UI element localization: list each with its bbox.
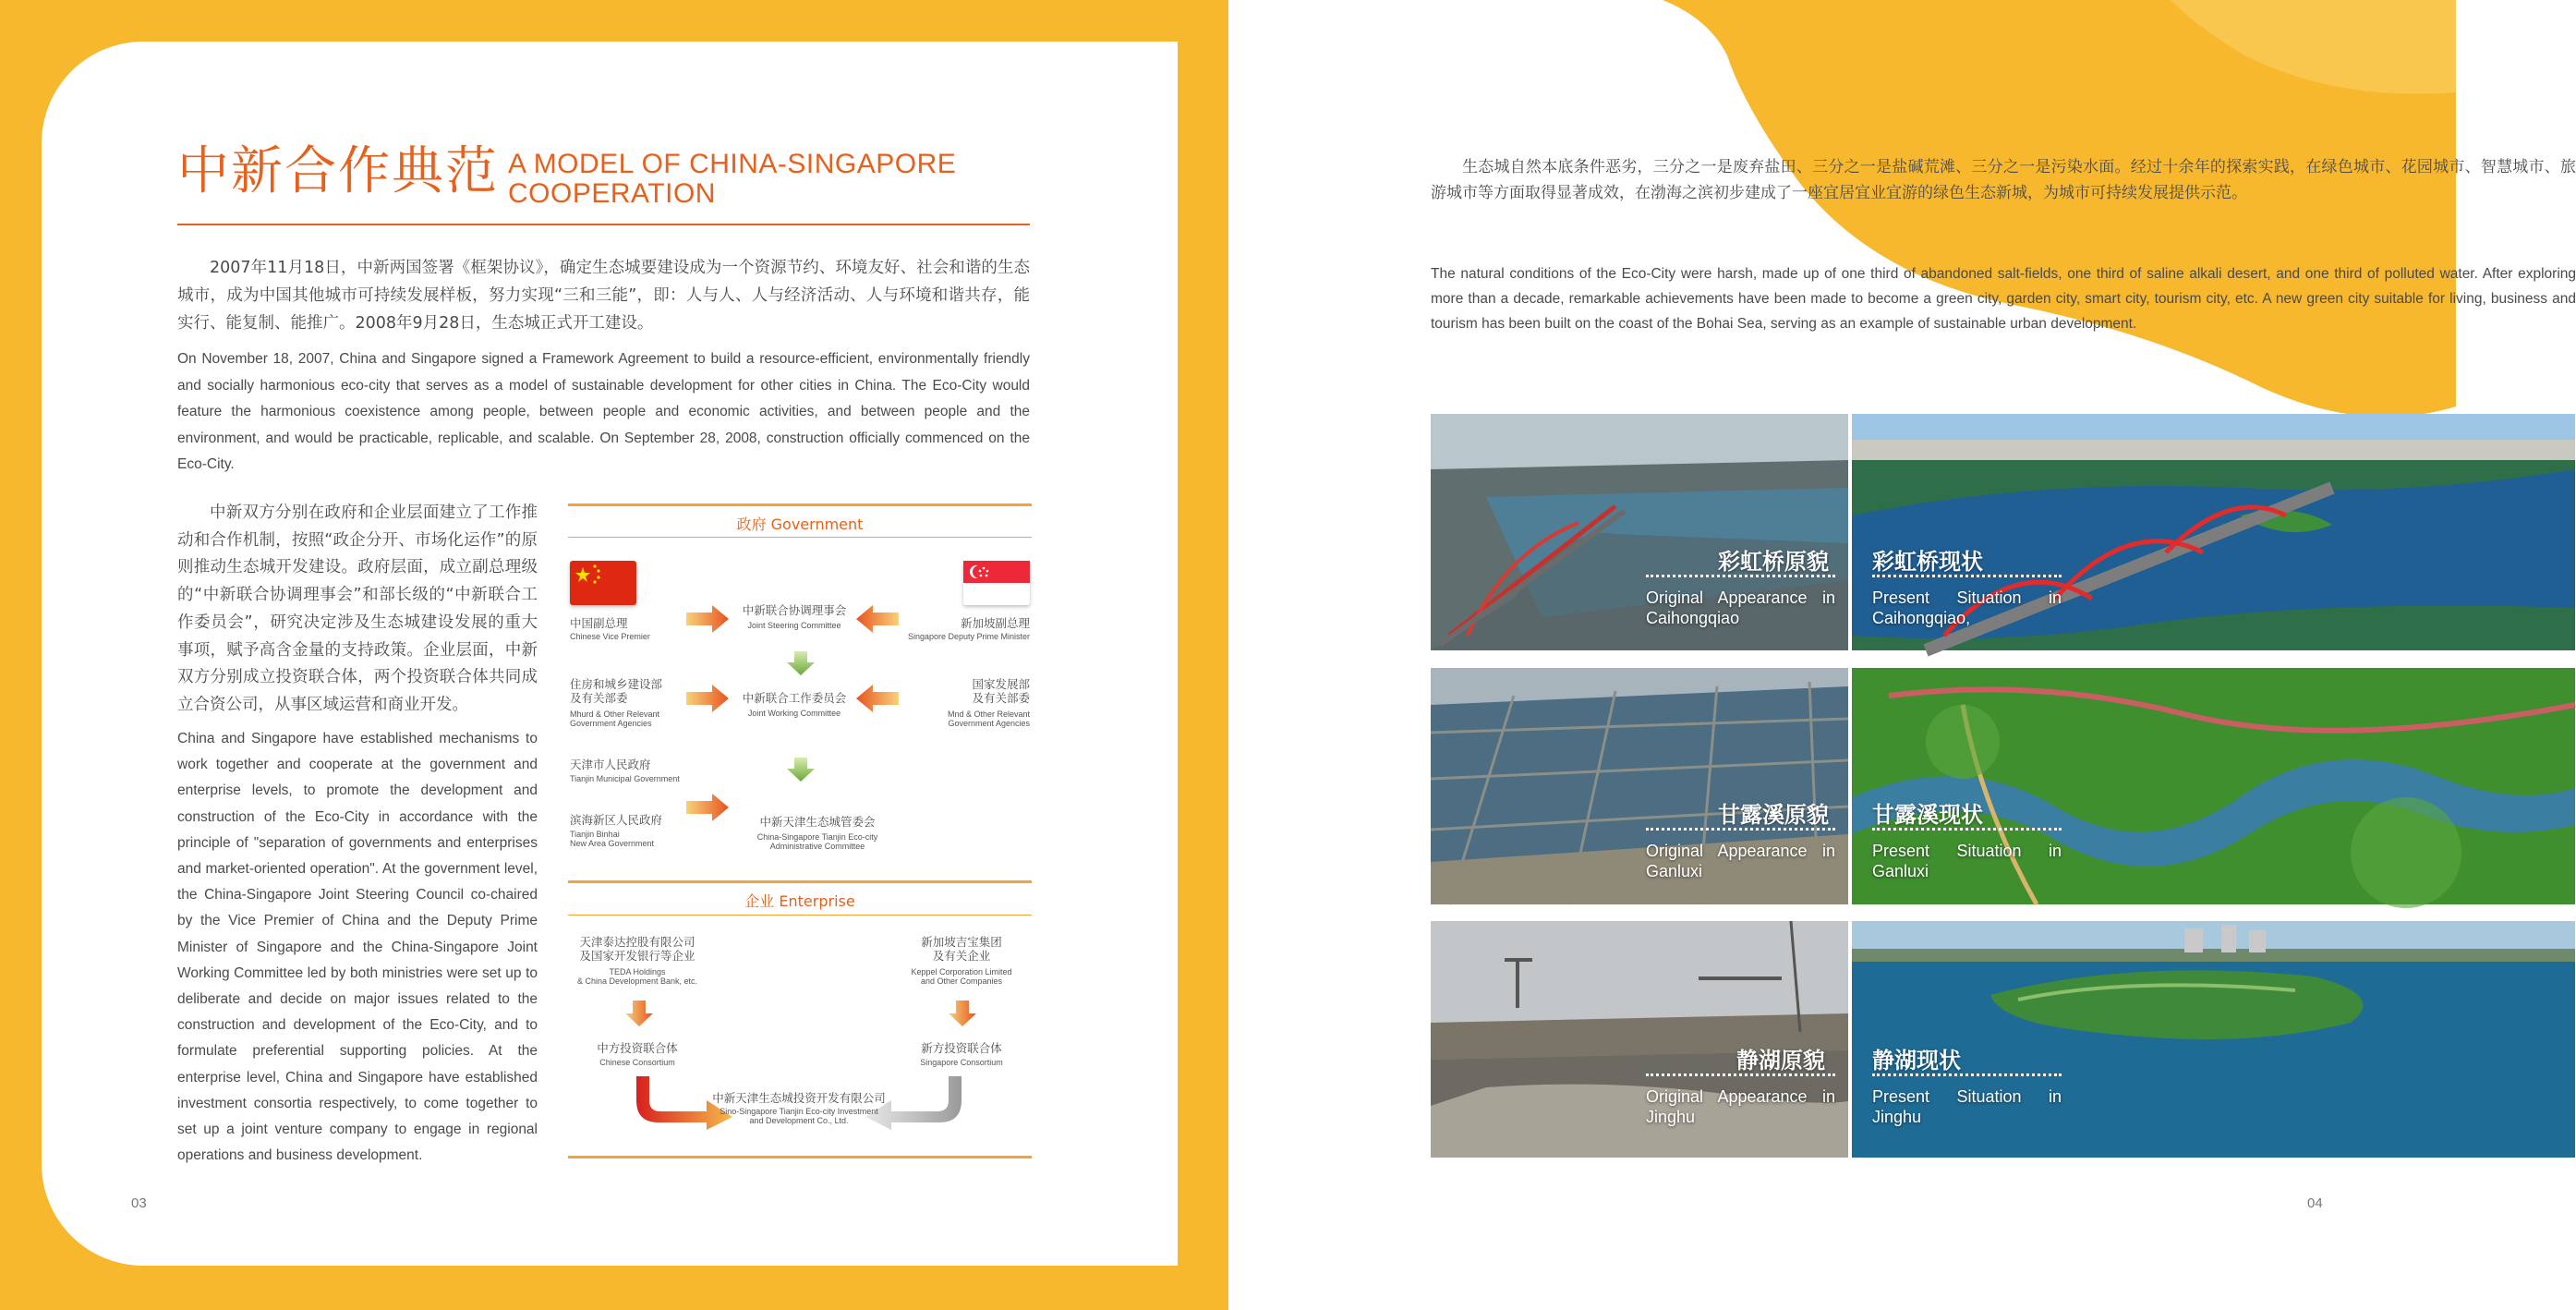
- down-arrow-icon: [787, 758, 815, 782]
- down-arrow-icon: [787, 651, 815, 675]
- tianjin-gov-label: 天津市人民政府: [570, 758, 651, 771]
- cn-vice-premier-label-en: Chinese Vice Premier: [570, 632, 650, 641]
- down-arrow-icon: [773, 570, 801, 592]
- page-title-en-line2: COOPERATION: [508, 178, 716, 209]
- sg-consortium-label: 新方投资联合体: [921, 1041, 1002, 1055]
- government-section-header: [568, 513, 1032, 534]
- keppel-label: 新加坡吉宝集团 及有关企业: [921, 935, 1002, 963]
- photo-title-caihongqiao-present: 彩虹桥现状: [1872, 549, 1983, 575]
- intro-paragraph-cn: 2007年11月18日，中新两国签署《框架协议》，确定生态城要建设成为一个资源节约、环境友好、社会和谐的生态城市，成为中国其他城市可持续发展样板，努力实现“三和三能”，即：人与人、人与经济活动、人与环境和谐共存，能实行、能复制、能推广。2008年9月28日，生态城正式开工建设。: [177, 259, 1030, 333]
- enterprise-top-rule: [568, 880, 1032, 883]
- cn-consortium-label-en: Chinese Consortium: [599, 1058, 675, 1067]
- photo-title-jinghu-present: 静湖现状: [1872, 1048, 1961, 1073]
- photo-caption-ganluxi-original: Original Appearance in Ganluxi: [1646, 842, 1835, 880]
- mechanism-paragraph-en: China and Singapore have established mechanisms to work together and cooperate at the government and enterprise levels, to promote the development and construction of the Eco-City in accordance with the principle of "separation of governments and enterprises and market-oriented operation". At the government level, the China-Singapore Joint Steering Council co-chaired by the Vice Premier of China and the Deputy Prime Minister of Singapore and the China-Singapore Joint Working Committee led by both ministries were set up to deliberate and decide on major issues related to the construction and development of the Eco-City, and to formulate preferential supporting policies. At the enterprise level, China and Singapore have established investment consortia respectively, to come together to set up a joint venture company to engage in regional operations and business development.: [177, 731, 538, 1164]
- decorative-wave-shape: [1228, 0, 2456, 425]
- page-title-en: [508, 150, 956, 209]
- photo-caption-caihongqiao-original: Original Appearance in Caihongqiao: [1646, 588, 1835, 627]
- tianjin-gov-label-en: Tianjin Municipal Government: [570, 774, 680, 783]
- binhai-gov-label: 滨海新区人民政府: [570, 813, 663, 827]
- photo-title-jinghu-original: 静湖原貌: [1736, 1048, 1825, 1073]
- chart-top-rule: [568, 503, 1032, 506]
- photo-caption-ganluxi-present: Present Situation in Ganluxi: [1872, 842, 2062, 880]
- photo-caption-caihongqiao-present: Present Situation in Caihongqiao,: [1872, 588, 2062, 627]
- intro-paragraph-en: On November 18, 2007, China and Singapore signed a Framework Agreement to build a resource-efficient, environmentally friendly and socially harmonious eco-city that serves as a model of sustainable development for other cities in China. The Eco-City would feature the harmonious coexistence among people, between people and economic activities, and between people and the environment, and would be practicable, replicable, and scalable. On September 28, 2008, construction officially commenced on the Eco-City.: [177, 351, 1030, 472]
- organization-chart: [568, 503, 1032, 1161]
- right-page: [1228, 0, 2576, 1310]
- right-arrow-icon: [686, 605, 729, 633]
- government-header-label: 政府 Government: [724, 516, 877, 533]
- photo-divider: [1872, 575, 2062, 577]
- teda-label: 天津泰达控股有限公司 及国家开发银行等企业: [579, 935, 695, 963]
- jv-label: 中新天津生态城投资开发有限公司: [712, 1091, 886, 1105]
- jv-label-en: Sino-Singapore Tianjin Eco-city Investment and Development Co., Ltd.: [720, 1107, 878, 1125]
- page-number-right: 04: [2307, 1195, 2323, 1211]
- mechanism-paragraph-cn: 中新双方分别在政府和企业层面建立了工作推动和合作机制，按照“政企分开、市场化运作”的原则推动生态城开发建设。政府层面，成立副总理级的“中新联合协调理事会”和部长级的“中新联合工作委员会”，研究决定涉及生态城建设发展的重大事项，赋予高含金量的支持政策。企业层面，中新双方分别成立投资联合体，两个投资联合体共同成立合资公司，从事区域运营和商业开发。: [177, 503, 538, 714]
- china-flag-icon: [570, 561, 636, 605]
- mnd-label: 国家发展部 及有关部委: [972, 677, 1030, 705]
- cn-vice-premier-label: 中国副总理: [570, 616, 628, 630]
- keppel-label-en: Keppel Corporation Limited and Other Companies: [911, 967, 1012, 986]
- jwc-label: 中新联合工作委员会: [742, 691, 847, 705]
- sg-dpm-label: 新加坡副总理: [960, 616, 1030, 630]
- sg-consortium-label-en: Singapore Consortium: [920, 1058, 1003, 1067]
- mohurd-label: 住房和城乡建设部 及有关部委: [570, 677, 663, 705]
- admin-committee-label-en: China-Singapore Tianjin Eco-city Administrative Committee: [756, 832, 878, 851]
- page-number-left: 03: [131, 1195, 147, 1211]
- chart-bottom-rule: [568, 1156, 1032, 1158]
- right-arrow-icon: [686, 794, 729, 821]
- page-title-en-line1: A MODEL OF CHINA-SINGAPORE: [508, 149, 957, 179]
- cn-consortium-label: 中方投资联合体: [597, 1041, 678, 1055]
- jsc-label: 中新联合协调理事会: [742, 603, 847, 617]
- admin-committee-label: 中新天津生态城管委会: [759, 815, 876, 829]
- photo-title-ganluxi-original: 甘露溪原貌: [1718, 802, 1829, 828]
- photo-divider: [1872, 828, 2062, 831]
- enterprise-header-rule: [568, 915, 1032, 916]
- enterprise-section-header: [568, 890, 1032, 911]
- teda-label-en: TEDA Holdings & China Development Bank, etc.: [576, 967, 698, 986]
- right-arrow-icon: [686, 685, 729, 712]
- page-title-cn: 中新合作典范: [177, 141, 499, 201]
- mohurd-label-en: Mhurd & Other Relevant Government Agencies: [570, 710, 660, 728]
- right-intro-paragraph-en: The natural conditions of the Eco-City were harsh, made up of one third of abandoned salt-fields, one third of saline alkali desert, and one third of polluted water. After exploring more than a decade, remarkable achievements have been made to become a green city, garden city, smart city, tourism city, etc. A new green city suitable for living, business and tourism has been built on the coast of the Bohai Sea, serving as an example of sustainable urban development.: [1431, 266, 2576, 332]
- enterprise-header-label: 企业 Enterprise: [732, 892, 867, 910]
- photo-divider: [1646, 1073, 1835, 1076]
- singapore-flag-icon: [963, 561, 1030, 605]
- right-intro-paragraph-cn: 生态城自然本底条件恶劣，三分之一是废弃盐田、三分之一是盐碱荒滩、三分之一是污染水面。经过十余年的探索实践，在绿色城市、花园城市、智慧城市、旅游城市等方面取得显著成效，在渤海之滨初步建成了一座宜居宜业宜游的绿色生态新城，为城市可持续发展提供示范。: [1431, 158, 2576, 202]
- sg-dpm-label-en: Singapore Deputy Prime Minister: [907, 632, 1030, 641]
- photo-title-ganluxi-present: 甘露溪现状: [1872, 802, 1983, 828]
- down-arrow-icon: [949, 1001, 976, 1026]
- government-header-rule: [568, 537, 1032, 538]
- binhai-gov-label-en: Tianjin Binhai New Area Government: [570, 830, 655, 848]
- down-arrow-icon: [625, 1001, 653, 1026]
- left-page: [0, 0, 1228, 1310]
- photo-caption-jinghu-present: Present Situation in Jinghu: [1872, 1087, 2062, 1126]
- photo-divider: [1646, 575, 1835, 577]
- photo-divider: [1872, 1073, 2062, 1076]
- jsc-label-en: Joint Steering Committee: [747, 621, 841, 630]
- mnd-label-en: Mnd & Other Relevant Government Agencies: [947, 710, 1030, 728]
- photo-divider: [1646, 828, 1835, 831]
- title-divider: [177, 224, 1030, 225]
- photo-caption-jinghu-original: Original Appearance in Jinghu: [1646, 1087, 1835, 1126]
- photo-title-caihongqiao-original: 彩虹桥原貌: [1718, 549, 1829, 575]
- jwc-label-en: Joint Working Committee: [747, 709, 841, 718]
